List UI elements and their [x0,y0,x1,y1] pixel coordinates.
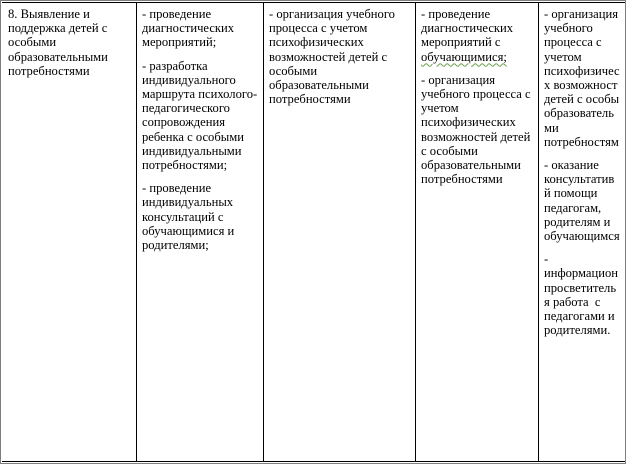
table-cell-column-4 [421,7,535,195]
list-item: - организация учебного процесса с учетом психофизических возможностей детей с особыми образовательными потребностями [269,7,395,107]
column-divider-1 [136,2,137,462]
list-item: - разработка индивидуального маршрута психолого-педагогического сопровождения ребенка с особыми индивидуальными потребностями; [142,58,258,173]
list-item: - информацион просветитель я работа с педагогами и родителями. [544,252,619,338]
section-title: 8. Выявление и поддержка детей с особыми образовательными потребностями [8,7,108,78]
list-item: - оказание консультатив й помощи педагогам, родителям и обучающимся [544,158,620,244]
table-top-border [2,2,626,3]
table-cell-column-3 [269,7,413,115]
list-item-text: - проведение диагностических мероприятий с [421,7,514,50]
list-item: - организация учебного процесса с учетом психофизичес х возможност детей с особы образователь ми потребностям [544,7,620,149]
table-cell-section-title [8,7,134,87]
table-cell-column-2 [142,7,260,261]
column-divider-3 [415,2,416,462]
list-item: - проведение диагностических мероприятий; [142,7,235,50]
table-cell-column-5 [544,7,626,346]
spellcheck-underlined-word: обучающимися; [421,49,507,64]
list-item [421,7,535,64]
column-divider-4 [538,2,539,462]
list-item: - организация учебного процесса с учетом психофизических возможностей детей с особыми образовательными потребностями [421,72,531,187]
list-item: - проведение индивидуальных консультаций с обучающимися и родителями; [142,181,235,253]
table-bottom-border [2,461,626,462]
column-divider-2 [263,2,264,462]
